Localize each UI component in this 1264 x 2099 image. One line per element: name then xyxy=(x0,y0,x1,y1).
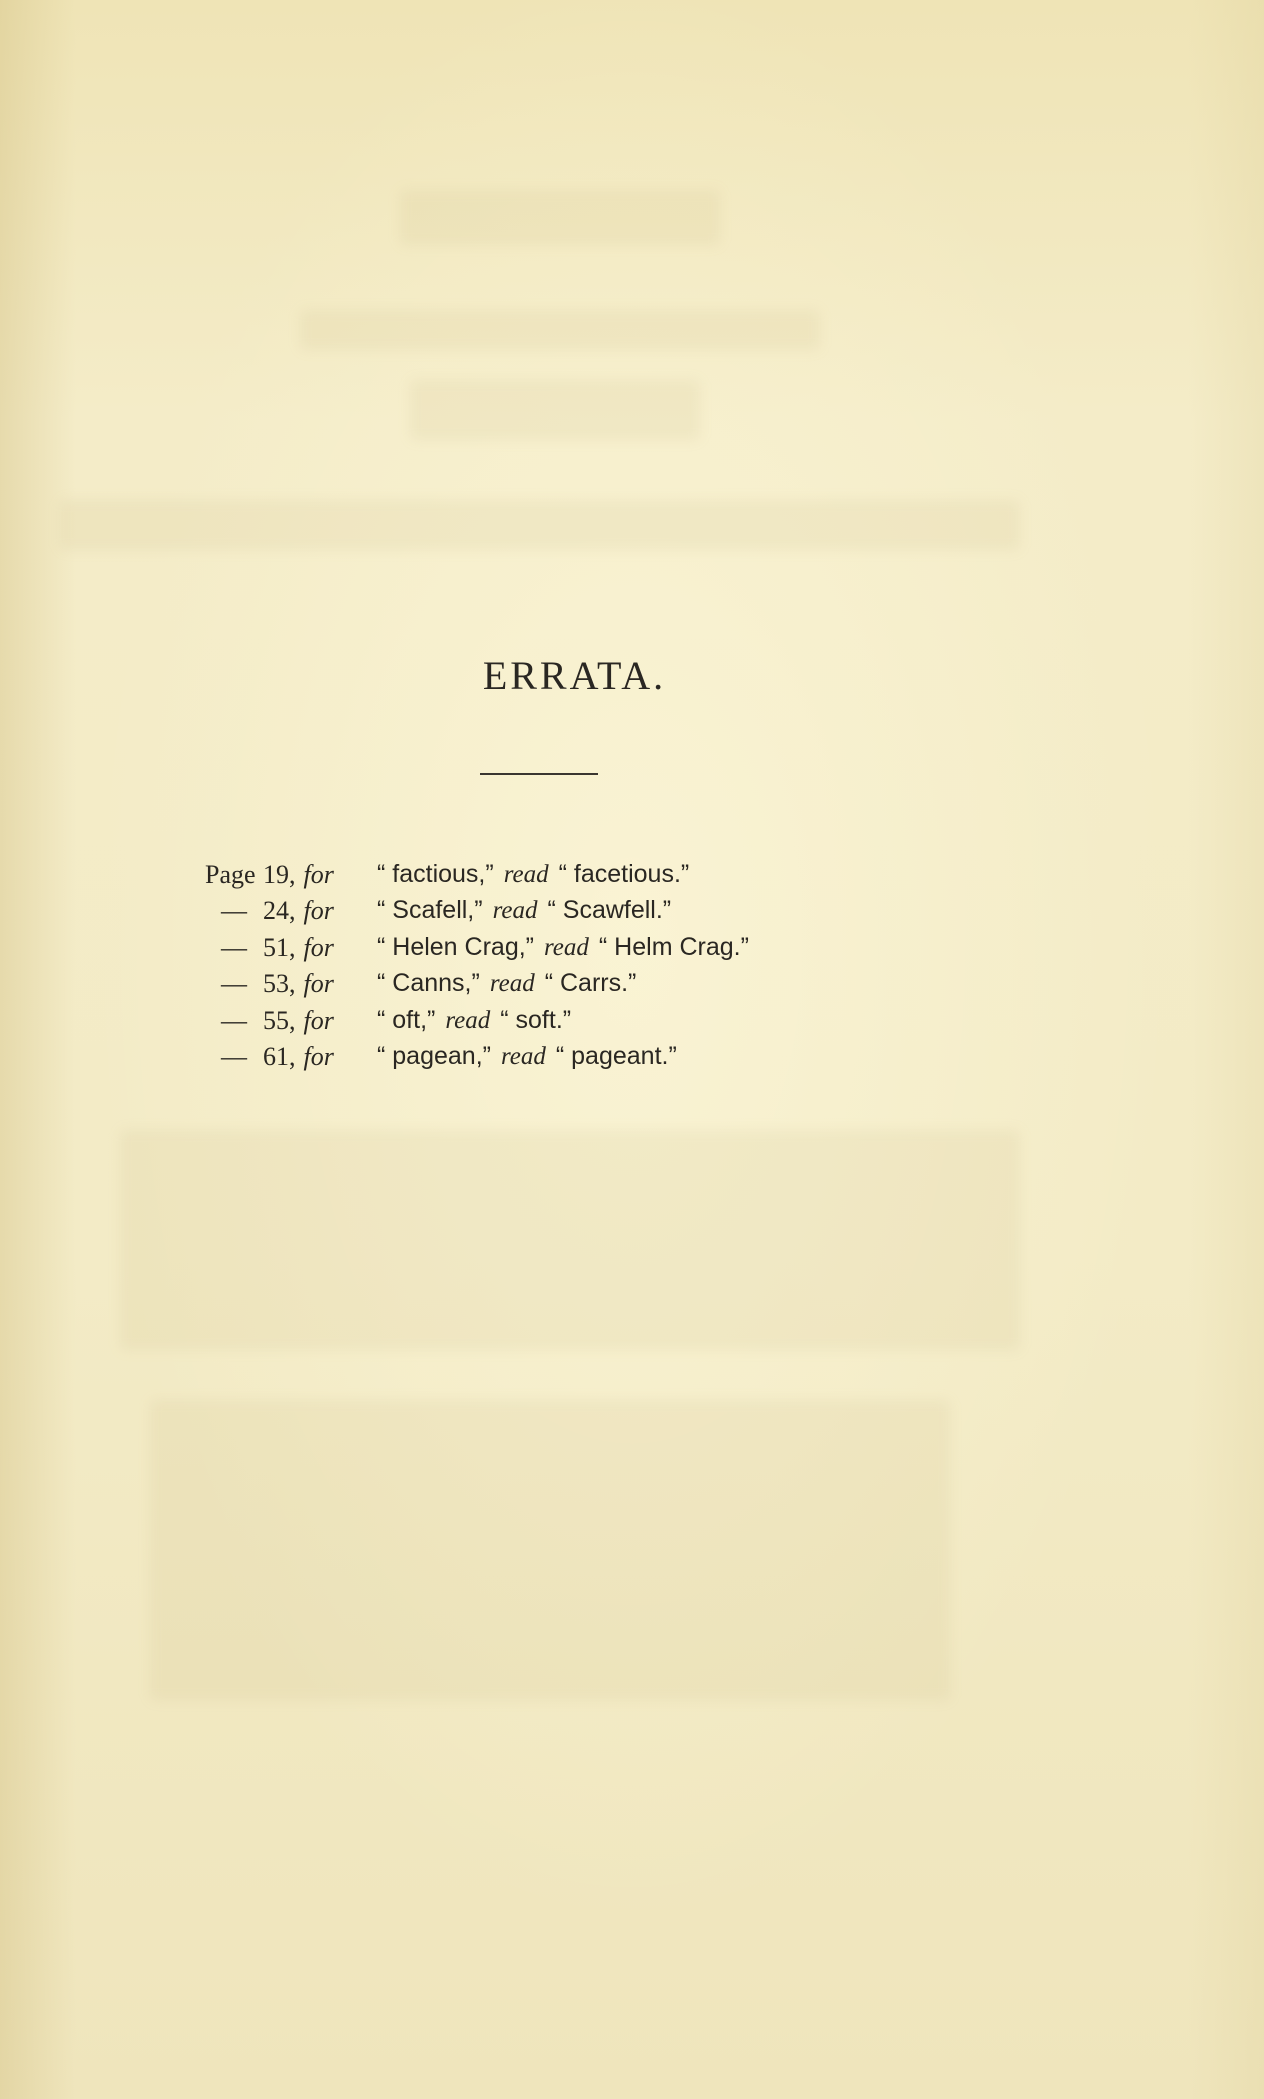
row-prefix: — xyxy=(221,969,247,999)
correct-text: “ Carrs.” xyxy=(544,969,637,998)
page-reference xyxy=(205,969,370,999)
row-prefix: — xyxy=(221,896,247,926)
page-number: 55, xyxy=(263,1005,296,1035)
correction xyxy=(377,896,671,925)
row-prefix: — xyxy=(221,1041,247,1071)
for-label: for xyxy=(303,1041,334,1071)
page-number: 51, xyxy=(263,932,296,962)
page-number: 19, xyxy=(263,860,296,889)
for-label: for xyxy=(303,860,334,889)
read-label: read xyxy=(445,1006,491,1034)
page-reference xyxy=(205,1042,370,1072)
wrong-text: “ Scafell,” xyxy=(377,896,483,925)
for-label: for xyxy=(303,1005,334,1035)
wrong-text: “ pagean,” xyxy=(377,1041,491,1070)
page-reference xyxy=(205,933,370,963)
row-prefix: Page xyxy=(205,860,256,889)
page-reference xyxy=(205,896,370,926)
correction xyxy=(377,1042,677,1071)
correction xyxy=(377,1006,571,1035)
page-number: 53, xyxy=(263,969,296,999)
title-divider xyxy=(480,773,598,775)
bleed-through-shape xyxy=(120,1130,1020,1350)
read-label: read xyxy=(500,1042,546,1070)
wrong-text: “ oft,” xyxy=(377,1005,436,1034)
for-label: for xyxy=(303,932,334,962)
page-reference xyxy=(205,1006,370,1036)
row-prefix: — xyxy=(221,932,247,962)
correct-text: “ soft.” xyxy=(500,1005,572,1034)
for-label: for xyxy=(303,969,334,999)
correction xyxy=(377,969,636,998)
page-reference xyxy=(205,860,370,890)
correct-text: “ Scawfell.” xyxy=(547,896,672,925)
bleed-through-shape xyxy=(60,500,1020,550)
bleed-through-shape xyxy=(150,1400,950,1700)
bleed-through-shape xyxy=(300,310,820,350)
read-label: read xyxy=(492,897,538,925)
wrong-text: “ factious,” xyxy=(377,860,494,888)
correct-text: “ Helm Crag.” xyxy=(598,932,749,961)
read-label: read xyxy=(503,861,549,888)
correction xyxy=(377,860,689,889)
wrong-text: “ Helen Crag,” xyxy=(377,932,534,961)
row-prefix: — xyxy=(221,1005,247,1035)
page-title: ERRATA. xyxy=(482,653,667,698)
correct-text: “ facetious.” xyxy=(558,860,690,888)
page-number: 61, xyxy=(263,1041,296,1071)
read-label: read xyxy=(544,933,589,961)
for-label: for xyxy=(303,896,334,926)
page-number: 24, xyxy=(263,896,296,926)
bleed-through-shape xyxy=(410,380,700,440)
correction xyxy=(377,933,749,962)
correct-text: “ pageant.” xyxy=(555,1041,677,1070)
bleed-through-shape xyxy=(400,190,720,245)
wrong-text: “ Canns,” xyxy=(377,969,480,998)
read-label: read xyxy=(489,970,535,998)
